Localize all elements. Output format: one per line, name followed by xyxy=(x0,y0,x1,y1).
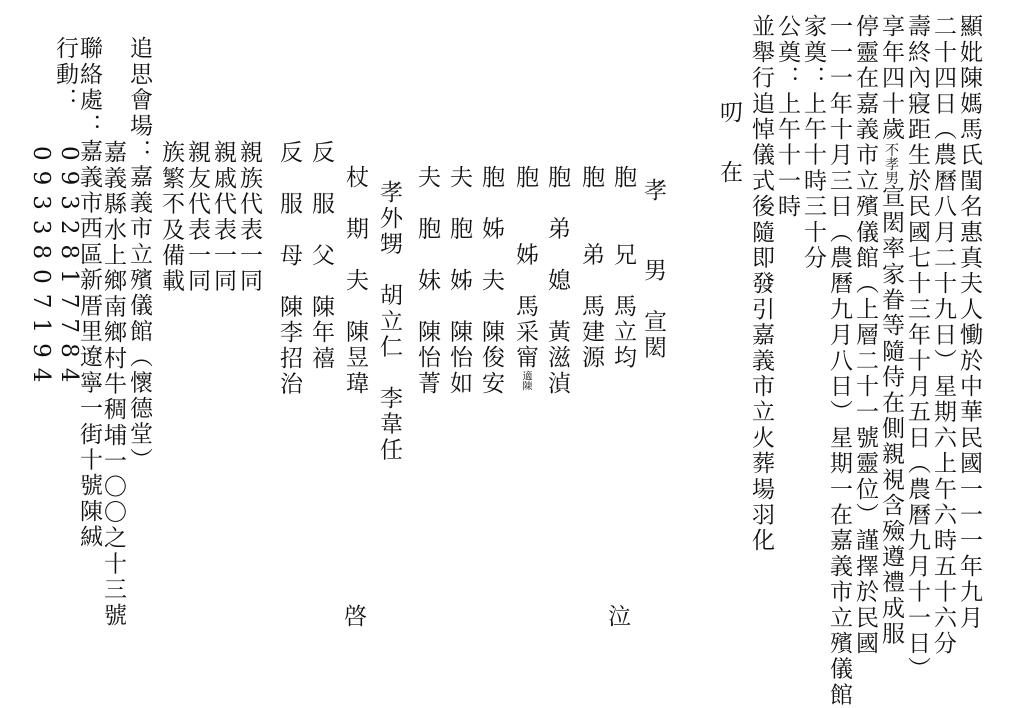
shi-chen-note: 適陳 xyxy=(520,370,531,391)
mourner-relation: 夫 胞 姊 xyxy=(446,165,472,294)
attendance-text: 宣閎率家眷等隨侍在側親視含殮遵禮成服 xyxy=(878,184,904,648)
mourner-name: 陳怡如 xyxy=(446,319,472,397)
mourner-name: 陳昱瑋 xyxy=(342,319,368,397)
mourner-name: 陳俊安 xyxy=(478,319,504,397)
mourner-name: 陳怡菁 xyxy=(414,319,440,397)
mourner-relation: 胞 兄 xyxy=(610,165,636,268)
mourner-name: 馬建源 xyxy=(578,293,604,371)
mourner-row-8 xyxy=(376,180,402,463)
mourner-row-10 xyxy=(308,140,334,371)
relatives-line-3: 親友代表一同 xyxy=(184,140,210,295)
announcement-tao: 叨 xyxy=(716,100,742,126)
family-rite-line xyxy=(800,14,826,271)
contact-label: 聯絡處： xyxy=(76,36,102,139)
qi-mark-2: 啓 xyxy=(340,604,366,630)
mourner-name: 馬立均 xyxy=(610,293,636,371)
family-rite-time: 家奠：上午十時三十分 xyxy=(800,14,826,271)
xiao-nan: 男 宣閎 xyxy=(640,258,666,361)
mourner-name: 陳李招治 xyxy=(276,294,302,398)
filial-son-note: 不孝男 xyxy=(883,142,899,185)
memorial-place: 嘉義市立殯儀館（懷德堂） xyxy=(126,164,152,473)
announcement-line-4 xyxy=(878,14,904,647)
mourner-name: 馬采甯 xyxy=(512,293,538,371)
contact-place: 嘉義市西區新厝里遼寧一街十號陳絾 xyxy=(76,138,102,551)
announcement-line-1: 顯妣陳媽馬氏閨名惠真夫人慟於中華民國一一一年九月 xyxy=(956,14,982,631)
announcement-line-6: 一一一年十月三日（農曆九月八日）星期一在嘉義市立殯儀館 xyxy=(826,14,852,708)
mobile-label: 行動： xyxy=(52,36,78,114)
announcement-zai: 在 xyxy=(716,160,742,186)
xiao-title: 孝 xyxy=(640,178,666,204)
phone-number-2: 0932817784 xyxy=(56,146,82,393)
announcement-line-2: 二十四日（農曆八月二十九日）星期六上午六時五十六分 xyxy=(930,14,956,657)
announcement-line-5: 停靈在嘉義市立殯儀館（上層二十一號靈位）謹擇於民國 xyxy=(852,14,878,657)
relatives-line-1: 親族代表一同 xyxy=(236,140,262,295)
mourner-name: 胡立仁 李韋任 xyxy=(376,282,402,463)
mourner-relation: 孝外甥 xyxy=(376,180,402,258)
mourner-name: 黃滋湞 xyxy=(544,319,570,397)
public-rite-line: 公奠：上午十一時 xyxy=(774,14,800,220)
relatives-line-2: 親戚代表一同 xyxy=(210,140,236,295)
mourner-row-7 xyxy=(414,165,440,396)
announcement-line-3: 壽終內寢距生於民國七十三年十月五日（農曆九月十一日） xyxy=(904,14,930,683)
mourner-relation: 胞 弟 媳 xyxy=(544,165,570,294)
qi-mark: 泣 xyxy=(604,604,630,630)
mourner-relation: 夫 胞 妹 xyxy=(414,165,440,294)
mourner-row-2 xyxy=(578,165,604,371)
mourner-relation: 胞 弟 xyxy=(578,165,604,268)
announcement-line-final: 並舉行追悼儀式後隨即發引嘉義市立火葬場羽化 xyxy=(748,14,774,554)
mourner-relation: 反 服 父 xyxy=(308,140,334,269)
mourner-row-11 xyxy=(276,140,302,397)
mourner-row-6 xyxy=(446,165,472,396)
relatives-line-4: 族繁不及備載 xyxy=(158,140,184,295)
mourner-row-9 xyxy=(342,165,368,396)
mourner-relation: 反 服 母 xyxy=(276,140,302,269)
mourner-relation: 杖 期 夫 xyxy=(342,165,368,294)
mourner-relation: 胞 姊 xyxy=(512,165,538,268)
mourner-row-5 xyxy=(478,165,504,396)
mourner-row-4 xyxy=(512,165,538,391)
age-text: 享年四十歲 xyxy=(878,14,904,143)
address-line: 嘉義縣水上鄉南鄉村牛稠埔一〇〇之十三號 xyxy=(100,140,126,629)
mourner-name: 陳年禧 xyxy=(308,294,334,372)
mourner-row-3 xyxy=(544,165,570,396)
phone-number-1: 0933807194 xyxy=(28,146,54,393)
memorial-label: 追思會場： xyxy=(126,36,152,165)
memorial-venue xyxy=(126,36,152,473)
mourner-row-1 xyxy=(610,165,636,371)
mourner-relation: 胞 姊 夫 xyxy=(478,165,504,294)
